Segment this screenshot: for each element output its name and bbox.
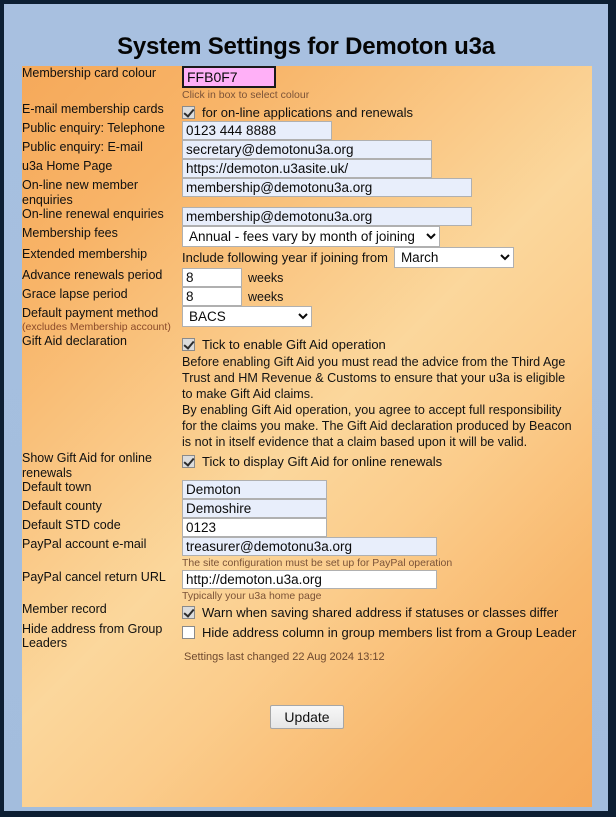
- update-button[interactable]: Update: [270, 705, 343, 729]
- hide-address-from-group-leaders-label: Hide address column in group members list from a Group Leader: [202, 624, 577, 640]
- page-frame: [4, 4, 608, 811]
- row-default-county: [22, 499, 592, 518]
- label-hide-address-from-group-leaders: Hide address from Group Leaders: [22, 621, 163, 651]
- gift-aid-paragraph-1: Before enabling Gift Aid you must read the advice from the Third Age Trust and HM Revenue & Customs to ensure that your u3a is eligible to make Gift Aid claims.: [182, 354, 566, 401]
- row-paypal-cancel-return-url: [22, 570, 592, 603]
- email-membership-cards-checkbox[interactable]: [182, 106, 195, 119]
- row-u3a-home-page: [22, 159, 592, 178]
- paypal-account-email-hint: The site configuration must be set up for PayPal operation: [182, 557, 453, 570]
- label-online-new-member-enquiries: On-line new member enquiries: [22, 177, 139, 207]
- row-membership-fees: [22, 226, 592, 247]
- label-default-std-code: Default STD code: [22, 518, 121, 533]
- public-enquiry-telephone-input[interactable]: [182, 121, 332, 140]
- row-default-town: [22, 480, 592, 499]
- label-show-gift-aid-online-renewals: Show Gift Aid for online renewals: [22, 450, 152, 480]
- default-payment-method-select[interactable]: [182, 306, 312, 327]
- membership-card-colour-hint: Click in box to select colour: [182, 89, 310, 101]
- label-membership-card-colour: Membership card colour: [22, 66, 157, 80]
- default-town-input[interactable]: [182, 480, 327, 499]
- settings-form: [22, 66, 592, 663]
- row-email-membership-cards: [22, 102, 592, 121]
- row-public-enquiry-email: [22, 140, 592, 159]
- label-paypal-account-email: PayPal account e-mail: [22, 537, 147, 552]
- membership-fees-select[interactable]: [182, 226, 440, 247]
- advance-renewals-period-input[interactable]: [182, 268, 242, 287]
- row-show-gift-aid-online-renewals: [22, 451, 592, 481]
- settings-last-changed: Settings last changed 22 Aug 2024 13:12: [184, 650, 385, 663]
- member-record-label: Warn when saving shared address if statuses or classes differ: [202, 605, 559, 621]
- row-membership-card-colour: [22, 66, 592, 102]
- row-public-enquiry-telephone: [22, 121, 592, 140]
- grace-lapse-period-units: weeks: [248, 289, 284, 304]
- label-default-payment-method: Default payment method: [22, 306, 159, 321]
- label-gift-aid-declaration: Gift Aid declaration: [22, 333, 127, 348]
- label-email-membership-cards: E-mail membership cards: [22, 101, 164, 116]
- label-default-county: Default county: [22, 499, 102, 514]
- grace-lapse-period-input[interactable]: [182, 287, 242, 306]
- label-u3a-home-page: u3a Home Page: [22, 158, 113, 173]
- label-paypal-cancel-return-url: PayPal cancel return URL: [22, 569, 166, 584]
- paypal-account-email-input[interactable]: [182, 537, 437, 556]
- label-advance-renewals-period: Advance renewals period: [22, 268, 163, 283]
- label-online-renewal-enquiries: On-line renewal enquiries: [22, 207, 164, 222]
- label-grace-lapse-period: Grace lapse period: [22, 287, 128, 302]
- label-extended-membership: Extended membership: [22, 247, 148, 262]
- show-gift-aid-online-renewals-label: Tick to display Gift Aid for online renewals: [202, 453, 443, 469]
- row-online-new-member-enquiries: [22, 178, 592, 208]
- public-enquiry-email-input[interactable]: [182, 140, 432, 159]
- default-std-code-input[interactable]: [182, 518, 327, 537]
- paypal-cancel-return-url-input[interactable]: [182, 570, 437, 589]
- membership-card-colour-input[interactable]: [182, 66, 276, 88]
- advance-renewals-period-units: weeks: [248, 270, 284, 285]
- row-member-record: [22, 602, 592, 621]
- row-gift-aid-declaration: [22, 334, 592, 451]
- gift-aid-declaration-checkbox[interactable]: [182, 338, 195, 351]
- row-extended-membership: [22, 247, 592, 268]
- row-paypal-account-email: [22, 537, 592, 570]
- extended-membership-prefix: Include following year if joining from: [182, 250, 388, 266]
- label-member-record: Member record: [22, 602, 107, 617]
- update-button-container: [22, 663, 592, 729]
- default-county-input[interactable]: [182, 499, 327, 518]
- extended-membership-month-select[interactable]: [394, 247, 514, 268]
- label-default-town: Default town: [22, 480, 92, 495]
- settings-panel: [22, 66, 592, 807]
- member-record-checkbox[interactable]: [182, 606, 195, 619]
- label-membership-fees: Membership fees: [22, 226, 118, 241]
- paypal-cancel-return-url-hint: Typically your u3a home page: [182, 589, 322, 602]
- show-gift-aid-online-renewals-checkbox[interactable]: [182, 455, 195, 468]
- page-title: System Settings for Demoton u3a: [117, 33, 495, 60]
- row-advance-renewals-period: [22, 268, 592, 287]
- online-renewal-enquiries-input[interactable]: [182, 207, 472, 226]
- email-membership-cards-label: for on-line applications and renewals: [202, 104, 414, 120]
- label-public-enquiry-email: Public enquiry: E-mail: [22, 139, 143, 154]
- row-default-payment-method: [22, 306, 592, 333]
- gift-aid-paragraph-2: By enabling Gift Aid operation, you agree to accept full responsibility for the claims you make. The Gift Aid declaration produced by Beacon is not in itself evidence that a claim based upon it will be valid.: [182, 402, 572, 449]
- row-default-std-code: [22, 518, 592, 537]
- row-online-renewal-enquiries: [22, 207, 592, 226]
- hide-address-from-group-leaders-checkbox[interactable]: [182, 626, 195, 639]
- gift-aid-declaration-checkbox-label: Tick to enable Gift Aid operation: [202, 336, 386, 352]
- row-grace-lapse-period: [22, 287, 592, 306]
- label-public-enquiry-telephone: Public enquiry: Telephone: [22, 120, 165, 135]
- u3a-home-page-input[interactable]: [182, 159, 432, 178]
- sublabel-default-payment-method: (excludes Membership account): [22, 321, 171, 334]
- row-hide-address-from-group-leaders: [22, 622, 592, 663]
- online-new-member-enquiries-input[interactable]: [182, 178, 472, 197]
